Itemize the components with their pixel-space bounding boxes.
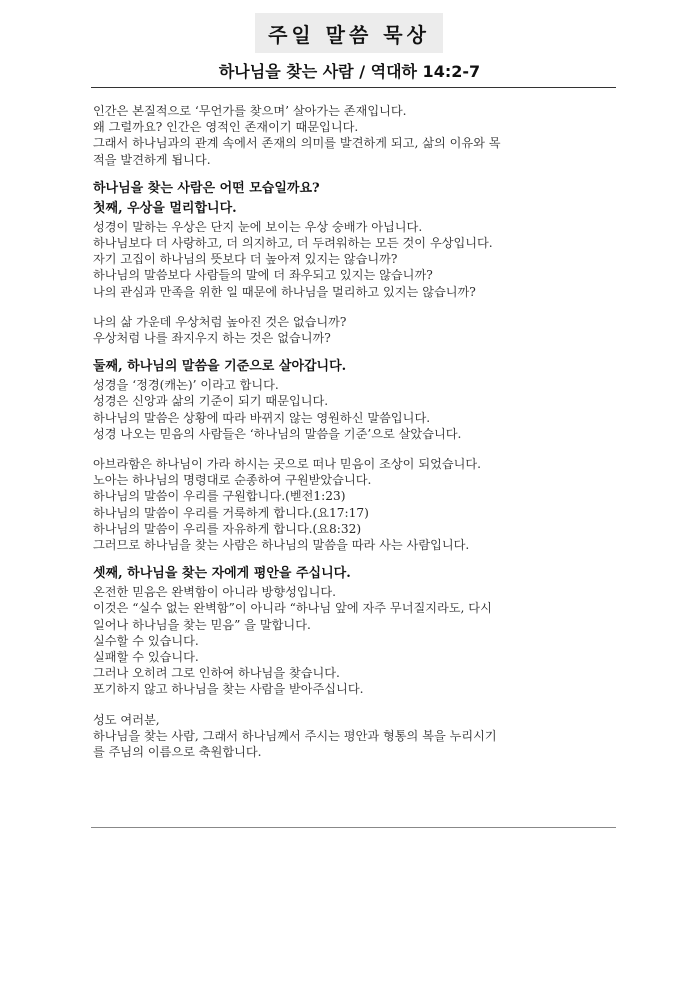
text-line: 성경을 ‘정경(캐논)’ 이라고 합니다.: [93, 378, 279, 393]
text-line: 성경 나오는 믿음의 사람들은 ‘하나님의 말씀을 기준’으로 살았습니다.: [93, 426, 462, 441]
text-line: 아브라함은 하나님이 가라 하시는 곳으로 떠나 믿음이 조상이 되었습니다.: [93, 457, 482, 472]
section-1-heading: 첫째, 우상을 멀리합니다.: [93, 200, 237, 216]
section-1-questions: [93, 314, 615, 346]
text-line: 일어나 하나님을 찾는 믿음” 을 말합니다.: [93, 617, 311, 632]
text-line: 왜 그럴까요? 인간은 영적인 존재이기 때문입니다.: [93, 120, 359, 135]
top-divider: [91, 87, 616, 88]
intro-paragraph: [93, 103, 615, 168]
text-line: 실수할 수 있습니다.: [93, 633, 199, 648]
section-3-heading: 셋째, 하나님을 찾는 자에게 평안을 주십니다.: [93, 566, 351, 582]
text-line: 이것은 “실수 없는 완벽함”이 아니라 “하나님 앞에 자주 무너질지라도, 다시: [93, 601, 492, 616]
text-line: 실패할 수 있습니다.: [93, 650, 199, 665]
text-line: 인간은 본질적으로 ‘무언가를 찾으며’ 살아가는 존재입니다.: [93, 104, 407, 118]
text-line: 하나님의 말씀이 우리를 자유하게 합니다.(요8:32): [93, 521, 362, 536]
page-subtitle: 하나님을 찾는 사람 / 역대하 14:2-7: [218, 62, 481, 81]
text-line: 성도 여러분,: [93, 712, 160, 727]
text-line: 자기 고집이 하나님의 뜻보다 더 높아져 있지는 않습니까?: [93, 252, 398, 267]
text-line: 성경이 말하는 우상은 단지 눈에 보이는 우상 숭배가 아닙니다.: [93, 219, 423, 234]
text-line: 나의 관심과 만족을 위한 일 때문에 하나님을 멀리하고 있지는 않습니까?: [93, 284, 476, 299]
text-line: 하나님보다 더 사랑하고, 더 의지하고, 더 두려워하는 모든 것이 우상입니다.: [93, 236, 493, 251]
text-line: 하나님의 말씀은 상황에 따라 바뀌지 않는 영원하신 말씀입니다.: [93, 410, 431, 425]
text-line: 그래서 하나님과의 관계 속에서 존재의 의미를 발견하게 되고, 삶의 이유와 목: [93, 136, 501, 151]
section-2-examples: [93, 456, 615, 553]
bottom-divider: [91, 827, 616, 828]
closing-paragraph: [93, 712, 615, 761]
text-line: 포기하지 않고 하나님을 찾는 사람을 받아주십니다.: [93, 682, 364, 697]
text-line: 나의 삶 가운데 우상처럼 높아진 것은 없습니까?: [93, 314, 347, 329]
section-2-heading: 둘째, 하나님의 말씀을 기준으로 살아갑니다.: [93, 359, 347, 375]
text-line: 그러므로 하나님을 찾는 사람은 하나님의 말씀을 따라 사는 사람입니다.: [93, 538, 470, 553]
text-line: 적을 발견하게 됩니다.: [93, 152, 211, 167]
question-heading: 하나님을 찾는 사람은 어떤 모습일까요?: [93, 180, 320, 196]
section-3-paragraph: [93, 584, 615, 697]
text-line: 하나님의 말씀이 우리를 거룩하게 합니다.(요17:17): [93, 505, 369, 520]
text-line: 그러나 오히려 그로 인하여 하나님을 찾습니다.: [93, 666, 340, 681]
title-box: [255, 13, 443, 53]
page-title: 주일 말씀 묵상: [268, 22, 430, 47]
text-line: 하나님의 말씀보다 사람들의 말에 더 좌우되고 있지는 않습니까?: [93, 268, 433, 283]
text-line: 우상처럼 나를 좌지우지 하는 것은 없습니까?: [93, 331, 331, 346]
section-2-paragraph: [93, 377, 615, 442]
text-line: 하나님의 말씀이 우리를 구원합니다.(벧전1:23): [93, 489, 346, 504]
section-1-paragraph: [93, 219, 615, 300]
text-line: 성경은 신앙과 삶의 기준이 되기 때문입니다.: [93, 394, 329, 409]
sermon-body: [93, 103, 615, 760]
text-line: 하나님을 찾는 사람, 그래서 하나님께서 주시는 평안과 형통의 복을 누리시기: [93, 728, 497, 743]
text-line: 온전한 믿음은 완벽함이 아니라 방향성입니다.: [93, 585, 337, 600]
text-line: 를 주님의 이름으로 축원합니다.: [93, 745, 262, 760]
text-line: 노아는 하나님의 명령대로 순종하여 구원받았습니다.: [93, 473, 372, 488]
